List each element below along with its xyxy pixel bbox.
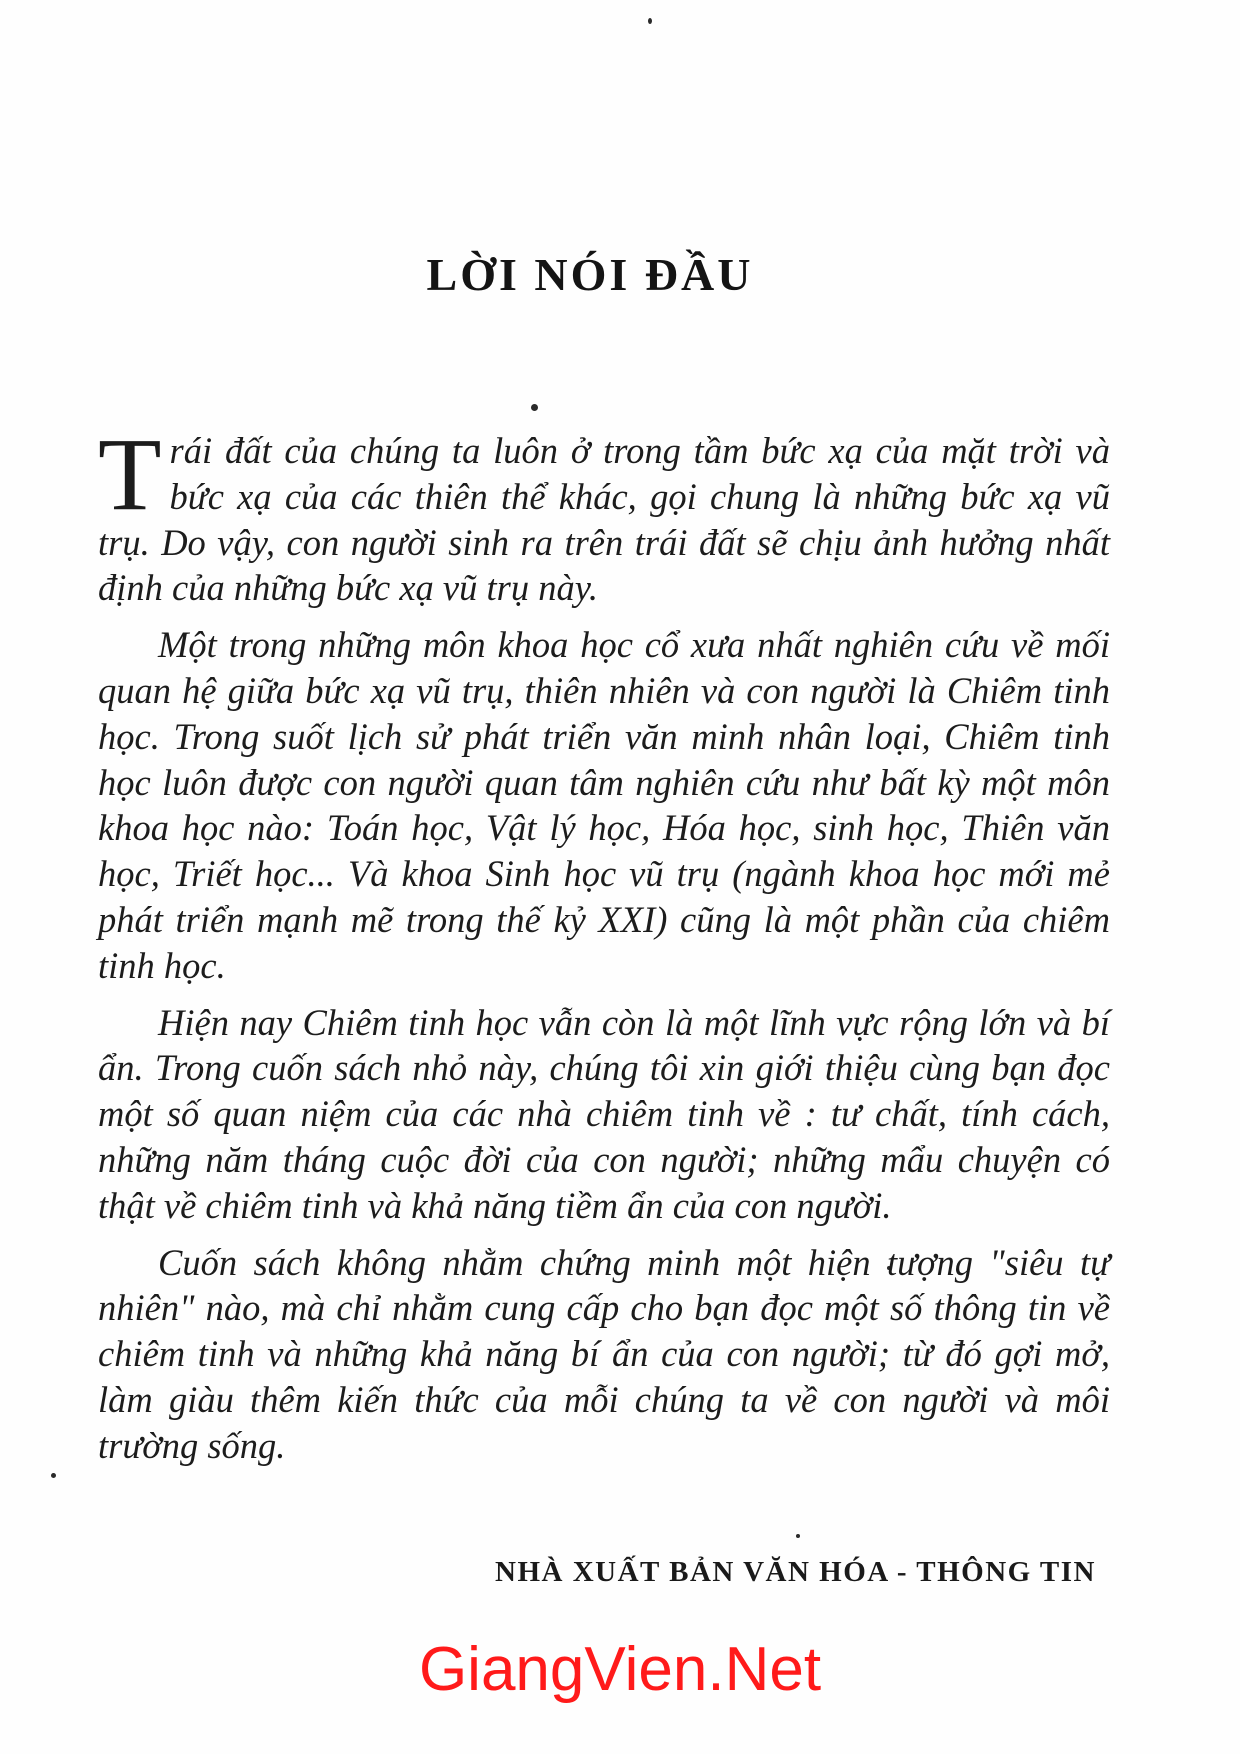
paragraph-2: Một trong những môn khoa học cổ xưa nhất nghiên cứu về mối quan hệ giữa bức xạ vũ trụ, thiên nhiên và con người là Chiêm tinh học. Trong suốt lịch sử phát triển văn minh nhân loại, Chiêm tinh học luôn được con người quan tâm nghiên cứu như bất kỳ một môn khoa học nào: Toán học, Vật lý học, Hóa học, sinh học, Thiên văn học, Triết học... Và khoa Sinh học vũ trụ (ngành khoa học mới mẻ phát triển mạnh mẽ trong thế kỷ XXI) cũng là một phần của chiêm tinh học.: [98, 624, 1110, 986]
scan-speck: [531, 404, 538, 411]
scan-speck: [648, 18, 652, 24]
watermark-text: GiangVien.Net: [418, 1635, 822, 1704]
publisher-signature: NHÀ XUẤT BẢN VĂN HÓA - THÔNG TIN: [495, 1556, 1096, 1588]
drop-cap: T: [98, 417, 162, 532]
paragraph-4: Cuốn sách không nhằm chứng minh một hiện tượng "siêu tự nhiên" nào, mà chỉ nhằm cung cấp cho bạn đọc một số thông tin về chiêm tinh và những khả năng bí ẩn của con người; từ đó gợi mở, làm giàu thêm kiến thức của mỗi chúng ta về con người và môi trường sống.: [98, 1241, 1110, 1466]
scan-speck: [51, 1473, 56, 1478]
body-text: [98, 417, 1110, 1480]
paragraph-1: [98, 417, 1110, 611]
paragraph-3: Hiện nay Chiêm tinh học vẫn còn là một lĩnh vực rộng lớn và bí ẩn. Trong cuốn sách nhỏ này, chúng tôi xin giới thiệu cùng bạn đọc một số quan niệm của các nhà chiêm tinh về : tư chất, tính cách, những năm tháng cuộc đời của con người; những mẩu chuyện có thật về chiêm tinh và khả năng tiềm ẩn của con người.: [98, 1001, 1110, 1226]
scan-speck: [796, 1534, 800, 1538]
paragraph-text: rái đất của chúng ta luôn ở trong tầm bức xạ của mặt trời và bức xạ của các thiên thể khác, gọi chung là những bức xạ vũ trụ. Do vậy, con người sinh ra trên trái đất sẽ chịu ảnh hưởng nhất định của những bức xạ vũ trụ này.: [98, 430, 1110, 609]
page-title: LỜI NÓI ĐẦU: [426, 249, 754, 300]
